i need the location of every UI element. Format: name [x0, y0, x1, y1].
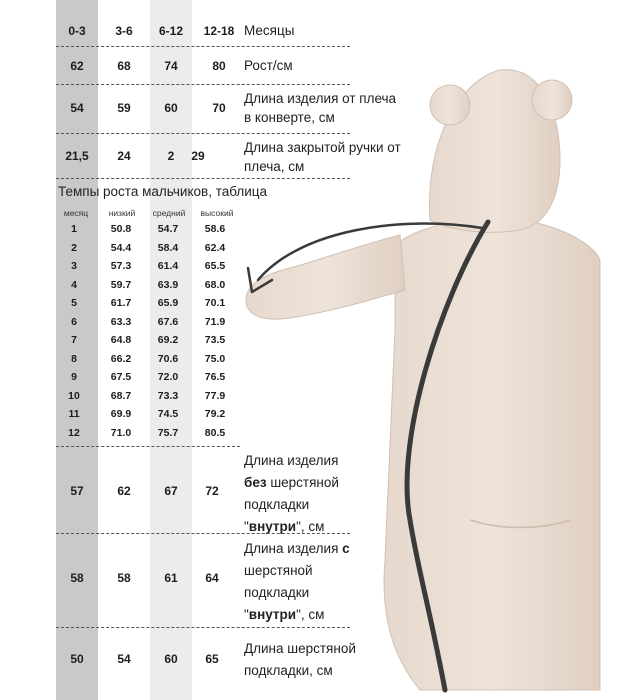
label-line: ", см — [296, 607, 325, 622]
lining-cell: 65 — [205, 652, 219, 666]
months-cell: 6-12 — [158, 24, 184, 38]
growth-month-cell: 3 — [71, 260, 77, 272]
growth-mid-cell: 61.4 — [157, 260, 179, 272]
growth-high-cell: 76.5 — [204, 371, 226, 383]
row-separator — [56, 178, 350, 179]
label-quote: " — [244, 519, 249, 534]
growth-header-low: низкий — [108, 208, 136, 218]
label-emphasis: внутри — [248, 519, 297, 534]
with-lining-cell: 58 — [117, 571, 131, 585]
growth-header-high: высокий — [200, 208, 234, 218]
row-separator — [56, 627, 350, 628]
growth-table-title: Темпы роста мальчиков, таблица — [58, 184, 268, 199]
growth-low-cell: 69.9 — [110, 408, 132, 420]
height-cell: 62 — [70, 59, 84, 73]
height-cell: 68 — [117, 59, 131, 73]
growth-mid-cell: 73.3 — [157, 389, 179, 402]
months-cell: 3-6 — [115, 24, 133, 38]
growth-mid-cell: 63.9 — [157, 278, 179, 291]
growth-mid-cell: 58.4 — [157, 241, 179, 254]
growth-mid-cell: 74.5 — [157, 408, 179, 420]
growth-high-cell: 80.5 — [204, 426, 226, 439]
growth-month-cell: 5 — [71, 297, 77, 309]
lining-cell: 50 — [70, 652, 84, 666]
growth-month-cell: 1 — [71, 223, 77, 235]
sleeve-cell: 2 — [167, 149, 175, 163]
growth-month-cell: 2 — [71, 241, 77, 254]
row-separator — [56, 46, 350, 47]
lining-label — [244, 638, 356, 682]
label-line: Длина изделия — [244, 541, 343, 556]
without-lining-label — [244, 450, 339, 538]
growth-high-cell: 73.5 — [204, 334, 226, 346]
label-line: подкладки — [244, 585, 310, 600]
growth-month-cell: 12 — [68, 426, 80, 439]
sleeve-cell: 24 — [117, 149, 131, 163]
growth-high-cell: 70.1 — [204, 297, 226, 309]
growth-month-cell: 10 — [68, 389, 80, 402]
growth-low-cell: 64.8 — [110, 334, 132, 346]
length-envelope-cell: 59 — [117, 101, 131, 115]
growth-low-cell: 71.0 — [110, 426, 132, 439]
growth-low-cell: 61.7 — [110, 297, 132, 309]
without-lining-cell: 57 — [70, 484, 84, 498]
lining-cell: 54 — [117, 652, 131, 666]
without-lining-cell: 62 — [117, 484, 131, 498]
growth-low-cell: 63.3 — [110, 315, 132, 328]
growth-header-mid: средний — [152, 208, 186, 218]
growth-low-cell: 50.8 — [110, 223, 132, 235]
length-envelope-cell: 54 — [70, 101, 84, 115]
sleeve-cell: 21,5 — [65, 149, 89, 163]
label-line: Длина изделия — [244, 453, 339, 468]
without-lining-cell: 67 — [164, 484, 178, 498]
growth-low-cell: 59.7 — [110, 278, 132, 291]
height-label: Рост/см — [244, 58, 293, 73]
growth-month-cell: 9 — [71, 371, 77, 383]
lining-cell: 60 — [164, 652, 178, 666]
growth-month-cell: 4 — [71, 278, 77, 291]
months-cell: 12-18 — [203, 24, 235, 38]
growth-low-cell: 66.2 — [110, 352, 132, 365]
growth-high-cell: 68.0 — [204, 278, 226, 291]
growth-low-cell: 54.4 — [110, 241, 132, 254]
growth-mid-cell: 72.0 — [157, 371, 179, 383]
label-line: шерстяной — [266, 475, 339, 490]
growth-mid-cell: 70.6 — [157, 352, 179, 365]
height-cell: 80 — [212, 59, 226, 73]
growth-high-cell: 65.5 — [204, 260, 226, 272]
growth-mid-cell: 65.9 — [157, 297, 179, 309]
months-cell: 0-3 — [68, 24, 86, 38]
months-label: Месяцы — [244, 23, 295, 38]
row-separator — [56, 533, 350, 534]
row-separator — [56, 133, 350, 134]
growth-mid-cell: 67.6 — [157, 315, 179, 328]
length-envelope-label: Длина изделия от плеча в конверте, см — [244, 91, 397, 125]
growth-low-cell: 68.7 — [110, 389, 132, 402]
label-emphasis: без — [244, 475, 267, 490]
growth-high-cell: 71.9 — [204, 315, 226, 328]
label-emphasis: с — [342, 541, 350, 556]
with-lining-cell: 64 — [205, 571, 219, 585]
growth-high-cell: 58.6 — [204, 223, 226, 235]
label-line: шерстяной — [244, 563, 313, 578]
growth-month-cell: 8 — [71, 352, 77, 365]
growth-mid-cell: 75.7 — [157, 426, 179, 439]
growth-high-cell: 77.9 — [204, 389, 226, 402]
length-envelope-cell: 60 — [164, 101, 178, 115]
label-line: Длина шерстяной — [244, 641, 356, 656]
growth-low-cell: 57.3 — [110, 260, 132, 272]
label-line: подкладки, см — [244, 663, 333, 678]
label-emphasis: внутри — [248, 607, 297, 622]
with-lining-cell: 58 — [70, 571, 84, 585]
growth-mid-cell: 54.7 — [157, 223, 179, 235]
growth-mid-cell: 69.2 — [157, 334, 179, 346]
row-separator — [56, 446, 240, 447]
growth-month-cell: 11 — [68, 408, 80, 420]
without-lining-cell: 72 — [205, 484, 219, 498]
growth-header-month: месяц — [63, 208, 89, 218]
height-cell: 74 — [164, 59, 178, 73]
with-lining-label — [244, 538, 350, 626]
growth-month-cell: 7 — [71, 334, 77, 346]
length-envelope-cell: 70 — [212, 101, 226, 115]
sleeve-cell: 29 — [191, 149, 205, 163]
growth-high-cell: 79.2 — [204, 408, 226, 420]
sleeve-label: Длина закрытой ручки от плеча, см — [244, 140, 401, 174]
growth-low-cell: 67.5 — [110, 371, 132, 383]
growth-month-cell: 6 — [71, 315, 77, 328]
label-line: подкладки — [244, 497, 310, 512]
growth-high-cell: 62.4 — [204, 241, 226, 254]
growth-high-cell: 75.0 — [204, 352, 226, 365]
label-quote: " — [244, 607, 249, 622]
row-separator — [56, 84, 350, 85]
with-lining-cell: 61 — [164, 571, 178, 585]
label-line: ", см — [296, 519, 325, 534]
